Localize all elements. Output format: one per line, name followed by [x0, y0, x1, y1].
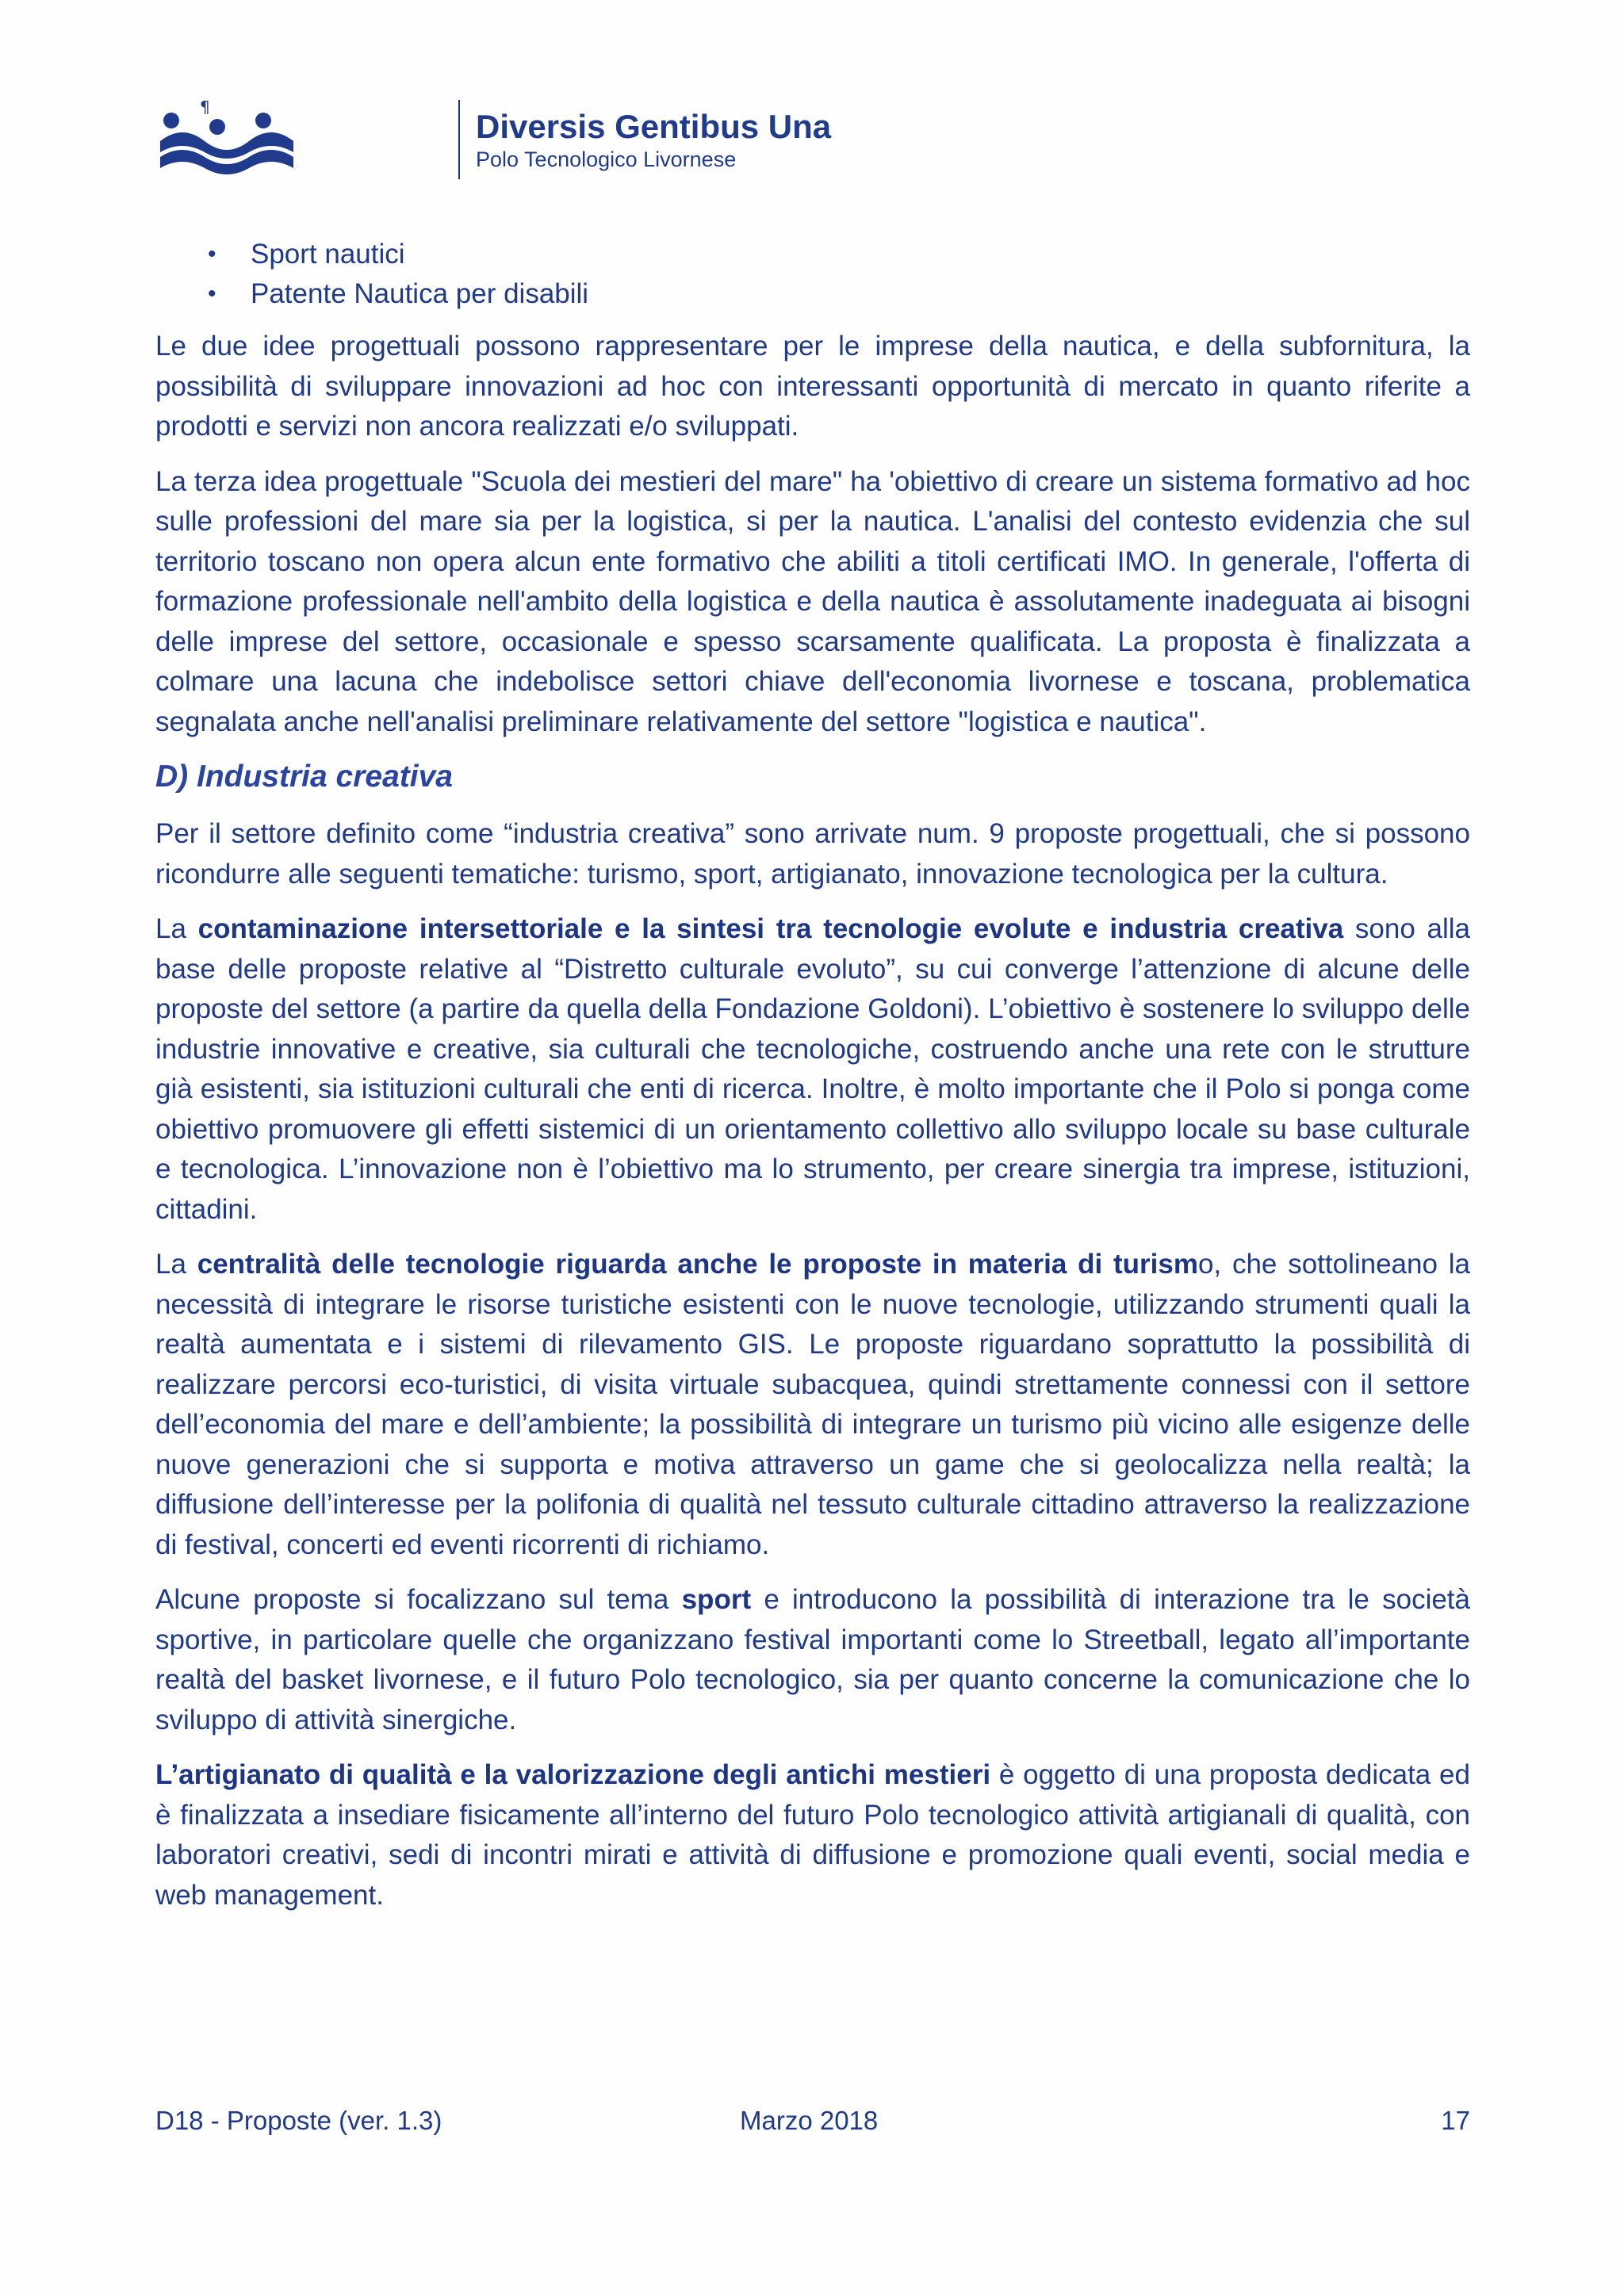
paragraph-text: e introducono la possibilità di interazione tra le società sportive, in particolare quelle che organizzano festival importanti come lo Streetball, legato all’importante realtà del basket livornese, e il futuro Polo tecnologico, sia per quanto concerne la comunicazione che lo sviluppo di attività sinergiche. [155, 1584, 1470, 1735]
footer-doc-id: D18 - Proposte (ver. 1.3) [155, 2106, 442, 2135]
list-item [155, 274, 1470, 314]
section-heading: D) Industria creativa [155, 760, 453, 794]
paragraph-text: Alcune proposte si focalizzano sul tema [155, 1584, 682, 1615]
paragraph: La terza idea progettuale "Scuola dei mestieri del mare" ha 'obiettivo di creare un sistema formativo ad hoc sulle professioni del mare sia per la logistica, si per la nautica. L'analisi del contesto evidenzia che sul territorio toscano non opera alcun ente formativo che abiliti a titoli certificati IMO. In generale, l'offerta di formazione professionale nell'ambito della logistica e della nautica è assolutamente inadeguata ai bisogni delle imprese del settore, occasionale e spesso scarsamente qualificata. La proposta è finalizzata a colmare una lacuna che indebolisce settori chiave dell'economia livornese e toscana, problematica segnalata anche nell'analisi preliminare relativamente del settore "logistica e nautica". [155, 465, 1470, 737]
paragraph [155, 1245, 1470, 1565]
list-item-text: Patente Nautica per disabili [251, 278, 589, 309]
paragraph [155, 1755, 1470, 1915]
list-item [155, 235, 1470, 274]
paragraph-text: o, che sottolineano la necessità di integrare le risorse turistiche esistenti con le nuove tecnologie, utilizzando strumenti quali la realtà aumentata e i sistemi di rilevamento GIS. Le proposte riguardano soprattutto la possibilità di realizzare percorsi eco-turistici, di visita virtuale subacquea, quindi strettamente connessi con il settore dell’economia del mare e dell’ambiente; la possibilità di integrare un turismo più vicino alle esigenze delle nuove generazioni che si supporta e motiva attraverso un game che si geolocalizza nella realtà; la diffusione dell’interesse per la polifonia di qualità nel tessuto culturale cittadino attraverso la realizzazione di festival, concerti ed eventi ricorrenti di richiamo. [155, 1249, 1470, 1560]
paragraph [155, 909, 1470, 1230]
header-logo [159, 100, 832, 187]
logo-title: Diversis Gentibus Una [476, 108, 832, 145]
paragraph-text: sono alla base delle proposte relative al “Distretto culturale evoluto”, su cui converge l’attenzione di alcune delle proposte del settore (a partire da quella della Fondazione Goldoni). L’obiettivo è sostenere lo sviluppo delle industrie innovative e creative, sia culturali che tecnologiche, costruendo anche una rete con le strutture già esistenti, sia istituzioni culturali che enti di ricerca. Inoltre, è molto importante che il Polo si ponga come obiettivo promuovere gli effetti sistemici di un orientamento collettivo allo sviluppo locale su base culturale e tecnologica. L’innovazione non è l’obiettivo ma lo strumento, per creare sinergia tra imprese, istituzioni, cittadini. [155, 913, 1470, 1225]
list-item-text: Sport nautici [251, 239, 405, 270]
paragraph-text: La [155, 1249, 197, 1280]
paragraph-text: è oggetto di una proposta dedicata ed è finalizzata a insediare fisicamente all’interno del futuro Polo tecnologico attività artigianali di qualità, con laboratori creativi, sedi di incontri mirati e attività di diffusione e promozione quali eventi, social media e web management. [155, 1759, 1470, 1911]
logo-waves-icon [159, 100, 293, 187]
bullet-icon: • [208, 241, 216, 267]
paragraph-bold-text: L’artigianato di qualità e la valorizzazione degli antichi mestieri [155, 1759, 991, 1790]
main-content [155, 235, 1470, 1931]
svg-text:¶: ¶ [200, 100, 210, 117]
paragraph-text: La [155, 913, 198, 944]
paragraph-bold-text: sport [681, 1584, 752, 1615]
footer-page-number: 17 [1441, 2106, 1470, 2135]
page-footer [155, 2106, 1470, 2145]
paragraph: Per il settore definito come “industria creativa” sono arrivate num. 9 proposte progettuali, che si possono ricondurre alle seguenti tematiche: turismo, sport, artigianato, innovazione tecnologica per la cultura. [155, 818, 1470, 890]
paragraph-bold-text: contaminazione intersettoriale e la sintesi tra tecnologie evolute e industria creativa [197, 913, 1344, 944]
bullet-list [155, 235, 1470, 314]
paragraph [155, 1580, 1470, 1740]
bullet-icon: • [208, 281, 216, 307]
paragraph: Le due idee progettuali possono rappresentare per le imprese della nautica, e della subfornitura, la possibilità di sviluppare innovazioni ad hoc con interessanti opportunità di mercato in quanto riferite a prodotti e servizi non ancora realizzati e/o sviluppati. [155, 331, 1470, 442]
logo-subtitle: Polo Tecnologico Livornese [476, 147, 737, 171]
footer-date: Marzo 2018 [740, 2106, 879, 2135]
paragraph-bold-text: centralità delle tecnologie riguarda anche le proposte in materia di turism [197, 1249, 1198, 1280]
